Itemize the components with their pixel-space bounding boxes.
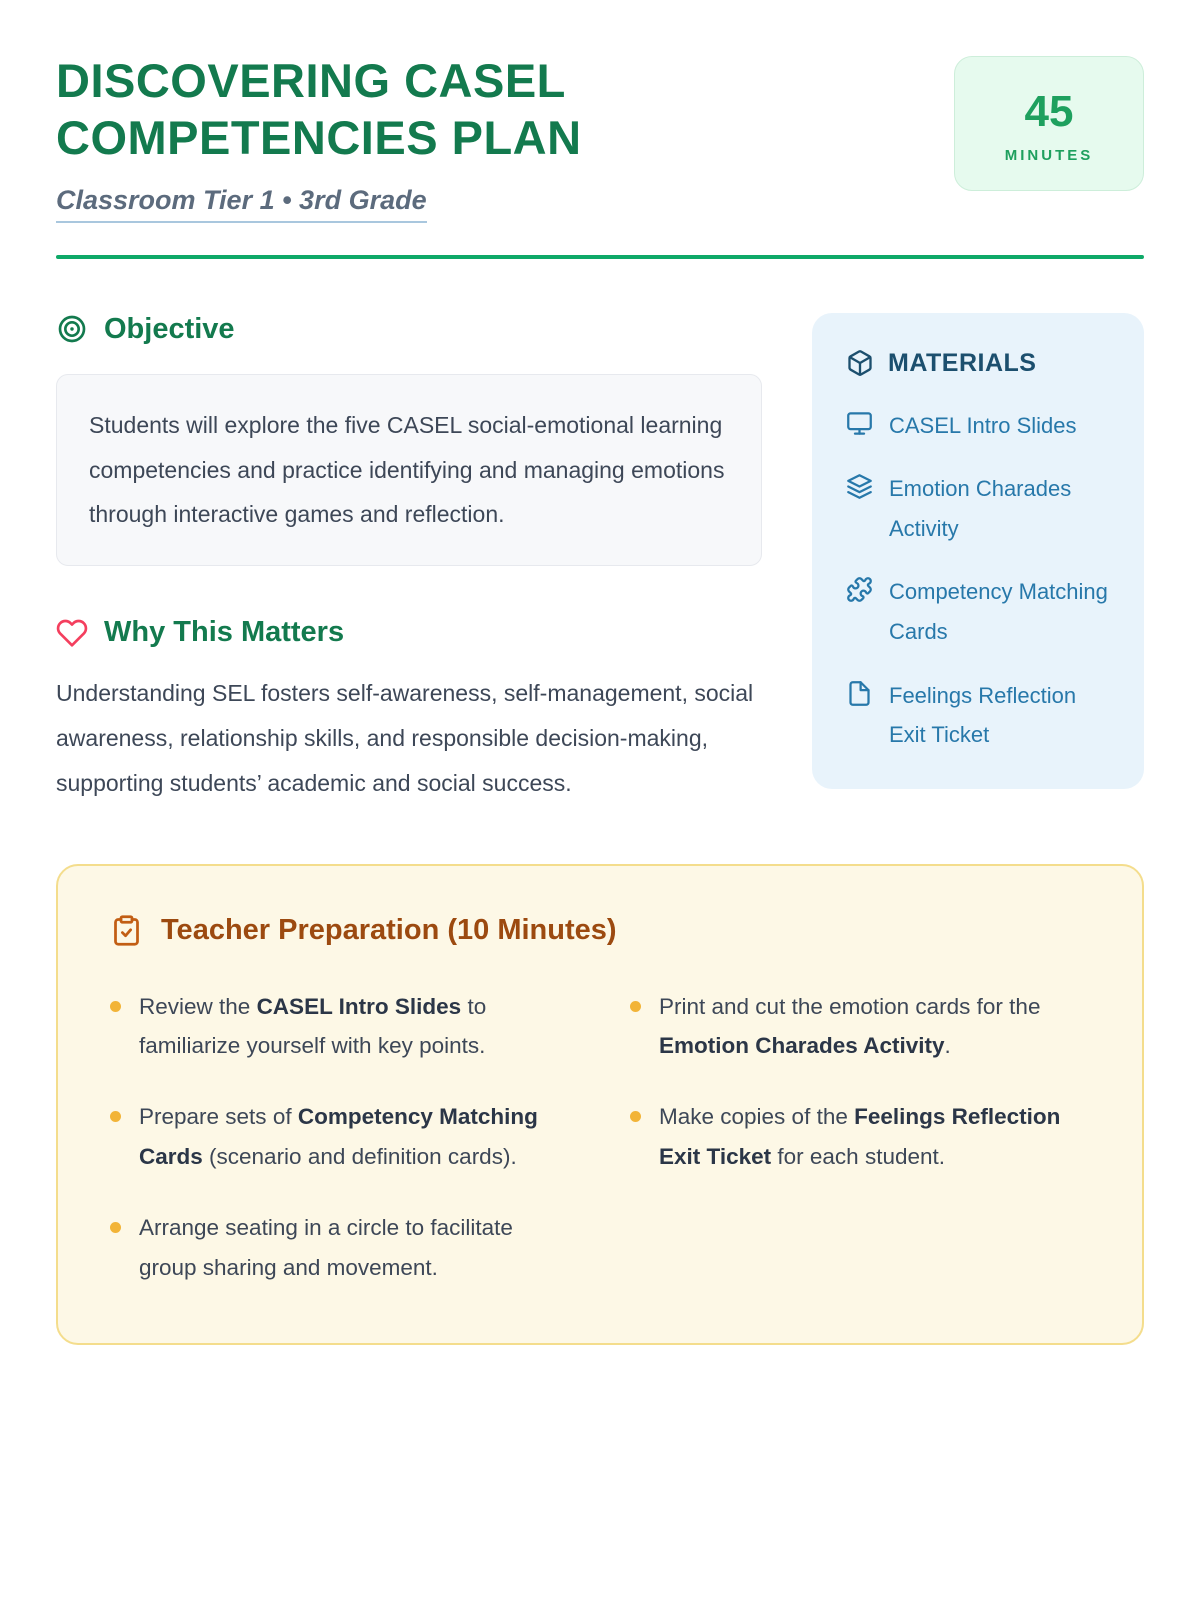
prep-item-text [139,987,570,1066]
header-left [56,52,582,223]
prep-item [110,987,570,1066]
objective-section [56,313,762,567]
materials-panel [812,313,1144,789]
objective-text: Students will explore the five CASEL social-emotional learning competencies and practice identifying and managing emotions through interactive games and reflection. [89,411,725,528]
text-segment: Review the [139,993,257,1019]
materials-heading [846,349,1114,378]
text-segment: Make copies of the [659,1104,855,1130]
package-box-icon [846,349,874,377]
material-label: Feelings Reflection Exit Ticket [889,682,1077,748]
prep-item-text [659,1097,1090,1176]
text-segment-bold: Emotion Charades Activity [659,1033,945,1059]
teacher-preparation-panel [56,864,1144,1345]
main-content [56,313,1144,806]
material-label: Emotion Charades Activity [889,476,1072,541]
bullet-dot [630,1111,641,1122]
puzzle-icon [846,576,873,603]
bullet-dot [110,1001,121,1012]
page-title-line-2: COMPETENCIES PLAN [56,111,582,165]
why-heading-label: Why This Matters [104,616,345,649]
bullet-dot [630,1001,641,1012]
text-segment: Print and cut the emotion cards for the [659,993,1041,1019]
materials-heading-label: MATERIALS [888,348,1037,377]
page-title-line-1: DISCOVERING CASEL [56,54,566,107]
header [56,52,1144,223]
objective-box [56,374,762,567]
material-item [846,572,1114,651]
prep-item [110,1097,570,1176]
text-segment-bold: CASEL Intro Slides [256,993,462,1019]
prep-item [630,1097,1090,1176]
left-column [56,313,762,806]
prep-item-text [139,1097,570,1176]
target-icon [56,313,88,345]
clipboard-check-icon [110,914,143,947]
material-label: Competency Matching Cards [889,579,1108,645]
material-item [846,676,1114,755]
prep-heading [110,914,1090,947]
page-title [56,52,582,167]
why-text: Understanding SEL fosters self-awareness, self-management, social awareness, relationship skills, and responsible decision-making, supporting students’ academic and social success. [56,680,754,796]
text-segment-bold: Competency Matching Cards [139,1104,538,1169]
prep-grid [110,987,1090,1319]
objective-heading-label: Objective [104,312,235,345]
monitor-icon [846,410,873,437]
text-segment: (scenario and definition cards). [202,1143,517,1169]
material-item [846,406,1114,446]
text-segment: Arrange seating in a circle to facilitate group sharing and movement. [139,1215,513,1280]
material-item [846,469,1114,548]
text-segment: for each student. [771,1143,945,1169]
heart-icon [56,617,88,649]
file-icon [846,680,873,707]
text-segment: . [944,1033,951,1059]
lesson-subtitle: Classroom Tier 1 • 3rd Grade [56,185,427,223]
material-label: CASEL Intro Slides [889,412,1077,438]
prep-list-left [110,987,570,1319]
text-segment: Prepare sets of [139,1104,298,1130]
prep-item-text [659,987,1090,1066]
bullet-dot [110,1111,121,1122]
materials-list [846,406,1114,755]
duration-value: 45 [1024,87,1074,136]
prep-item [110,1208,570,1287]
prep-heading-label: Teacher Preparation (10 Minutes) [161,913,617,946]
prep-list-right [630,987,1090,1209]
layers-icon [846,473,873,500]
duration-card [954,56,1144,191]
section-divider [56,255,1144,259]
prep-item [630,987,1090,1066]
why-this-matters-section [56,616,762,806]
objective-heading [56,313,762,346]
text-segment: to familiarize yourself with key points. [139,993,487,1059]
text-segment-bold: Feelings Reflection Exit Ticket [659,1104,1061,1169]
duration-unit: MINUTES [1004,147,1094,164]
bullet-dot [110,1222,121,1233]
why-heading [56,616,762,649]
prep-item-text [139,1208,570,1287]
